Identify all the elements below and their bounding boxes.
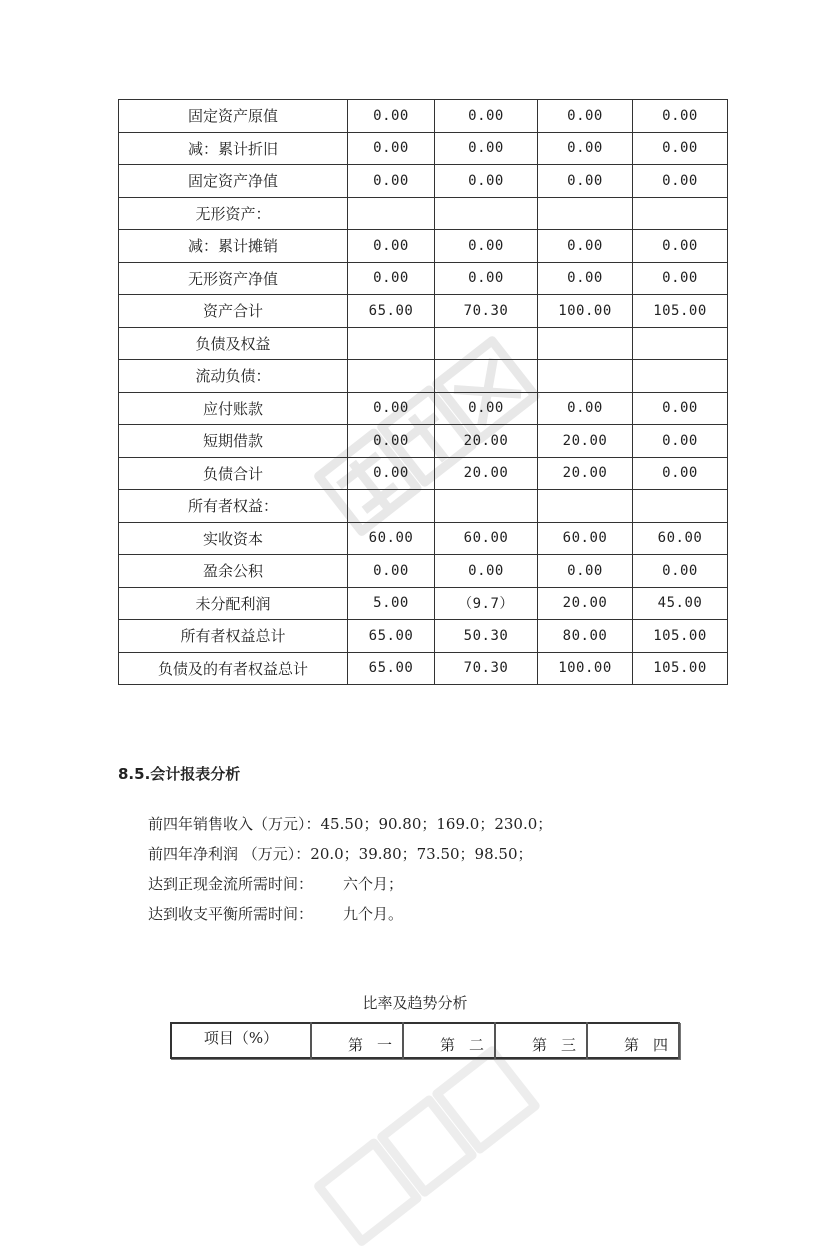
ratio-header-year1: 第 一 xyxy=(311,1023,403,1058)
year3-value: 0.00 xyxy=(538,392,633,425)
year3-value: 0.00 xyxy=(538,132,633,165)
year2-value: 0.00 xyxy=(435,555,538,588)
year3-value: 100.00 xyxy=(538,652,633,685)
balance-sheet-table xyxy=(118,99,728,685)
row-label: 所有者权益总计 xyxy=(119,620,348,653)
breakeven-label: 达到收支平衡所需时间： xyxy=(148,905,314,923)
balance-sheet-row xyxy=(119,327,728,360)
year3-value: 100.00 xyxy=(538,295,633,328)
balance-sheet-row xyxy=(119,555,728,588)
balance-sheet-row xyxy=(119,652,728,685)
balance-sheet-row xyxy=(119,392,728,425)
year4-value xyxy=(633,197,728,230)
watermark-bottom xyxy=(300,1040,560,1260)
revenue-line: 前四年销售收入（万元）：45.50；90.80；169.0；230.0； xyxy=(148,815,553,833)
year1-value: 0.00 xyxy=(348,100,435,133)
year1-value xyxy=(348,490,435,523)
row-label: 减：累计摊销 xyxy=(119,230,348,263)
year2-value xyxy=(435,327,538,360)
year1-value: 0.00 xyxy=(348,392,435,425)
year1-value: 0.00 xyxy=(348,262,435,295)
year2-value: 0.00 xyxy=(435,100,538,133)
row-label: 固定资产原值 xyxy=(119,100,348,133)
year3-value: 80.00 xyxy=(538,620,633,653)
year3-value xyxy=(538,360,633,393)
balance-sheet-row xyxy=(119,230,728,263)
year3-value: 20.00 xyxy=(538,425,633,458)
row-label: 负债及权益 xyxy=(119,327,348,360)
year2-value: 0.00 xyxy=(435,262,538,295)
year2-value: 70.30 xyxy=(435,295,538,328)
year1-value: 0.00 xyxy=(348,555,435,588)
year4-value: 0.00 xyxy=(633,457,728,490)
balance-sheet-body xyxy=(119,100,728,685)
balance-sheet-row xyxy=(119,587,728,620)
balance-sheet-row xyxy=(119,522,728,555)
year1-value xyxy=(348,360,435,393)
year2-value: 0.00 xyxy=(435,165,538,198)
year2-value: 0.00 xyxy=(435,132,538,165)
row-label: 流动负债： xyxy=(119,360,348,393)
year2-value: 20.00 xyxy=(435,425,538,458)
balance-sheet-row xyxy=(119,360,728,393)
year4-value xyxy=(633,327,728,360)
balance-sheet-row xyxy=(119,262,728,295)
year1-value: 0.00 xyxy=(348,165,435,198)
year1-value: 65.00 xyxy=(348,295,435,328)
row-label: 资产合计 xyxy=(119,295,348,328)
year1-value: 65.00 xyxy=(348,620,435,653)
year3-value xyxy=(538,490,633,523)
cashflow-line xyxy=(148,873,403,894)
row-label: 应付账款 xyxy=(119,392,348,425)
balance-sheet-row xyxy=(119,165,728,198)
balance-sheet-row xyxy=(119,197,728,230)
year2-value xyxy=(435,360,538,393)
row-label: 无形资产： xyxy=(119,197,348,230)
year3-value xyxy=(538,197,633,230)
year3-value: 0.00 xyxy=(538,100,633,133)
ratio-header-item: 项目（%） xyxy=(171,1023,311,1058)
year1-value: 65.00 xyxy=(348,652,435,685)
ratio-header-year2: 第 二 xyxy=(403,1023,495,1058)
year4-value: 60.00 xyxy=(633,522,728,555)
year3-value: 0.00 xyxy=(538,230,633,263)
row-label: 所有者权益： xyxy=(119,490,348,523)
balance-sheet-row xyxy=(119,620,728,653)
year4-value xyxy=(633,360,728,393)
year2-value: 0.00 xyxy=(435,392,538,425)
year1-value: 5.00 xyxy=(348,587,435,620)
section-title: 8.5.会计报表分析 xyxy=(118,765,241,783)
year1-value: 0.00 xyxy=(348,457,435,490)
year4-value xyxy=(633,490,728,523)
year3-value: 0.00 xyxy=(538,555,633,588)
row-label: 负债及的有者权益总计 xyxy=(119,652,348,685)
year4-value: 0.00 xyxy=(633,100,728,133)
year2-value: 20.00 xyxy=(435,457,538,490)
breakeven-value: 九个月。 xyxy=(343,905,404,923)
year4-value: 0.00 xyxy=(633,392,728,425)
year2-value: 70.30 xyxy=(435,652,538,685)
year3-value: 20.00 xyxy=(538,457,633,490)
year3-value: 60.00 xyxy=(538,522,633,555)
year1-value xyxy=(348,197,435,230)
year4-value: 0.00 xyxy=(633,132,728,165)
year2-value: 60.00 xyxy=(435,522,538,555)
year1-value: 0.00 xyxy=(348,425,435,458)
breakeven-line xyxy=(148,903,403,924)
year1-value xyxy=(348,327,435,360)
year1-value: 0.00 xyxy=(348,132,435,165)
year4-value: 0.00 xyxy=(633,262,728,295)
ratio-table xyxy=(170,1022,680,1059)
row-label: 未分配利润 xyxy=(119,587,348,620)
year3-value: 20.00 xyxy=(538,587,633,620)
year4-value: 0.00 xyxy=(633,555,728,588)
row-label: 减：累计折旧 xyxy=(119,132,348,165)
row-label: 盈余公积 xyxy=(119,555,348,588)
year2-value: 0.00 xyxy=(435,230,538,263)
year1-value: 0.00 xyxy=(348,230,435,263)
row-label: 短期借款 xyxy=(119,425,348,458)
ratio-header-year3: 第 三 xyxy=(495,1023,587,1058)
cashflow-value: 六个月； xyxy=(343,875,404,893)
year4-value: 45.00 xyxy=(633,587,728,620)
balance-sheet-row xyxy=(119,425,728,458)
year2-value: 50.30 xyxy=(435,620,538,653)
year2-value xyxy=(435,490,538,523)
balance-sheet-row xyxy=(119,132,728,165)
year2-value: （9.7） xyxy=(435,587,538,620)
year3-value xyxy=(538,327,633,360)
year4-value: 105.00 xyxy=(633,295,728,328)
cashflow-label: 达到正现金流所需时间： xyxy=(148,875,314,893)
year4-value: 0.00 xyxy=(633,165,728,198)
net-profit-line: 前四年净利润 （万元）：20.0；39.80；73.50；98.50； xyxy=(148,845,533,863)
row-label: 负债合计 xyxy=(119,457,348,490)
row-label: 固定资产净值 xyxy=(119,165,348,198)
ratio-table-caption: 比率及趋势分析 xyxy=(362,994,468,1012)
year2-value xyxy=(435,197,538,230)
balance-sheet-row xyxy=(119,457,728,490)
year3-value: 0.00 xyxy=(538,262,633,295)
balance-sheet-row xyxy=(119,295,728,328)
ratio-header-year4: 第 四 xyxy=(587,1023,679,1058)
ratio-header-row xyxy=(171,1023,679,1058)
year3-value: 0.00 xyxy=(538,165,633,198)
row-label: 无形资产净值 xyxy=(119,262,348,295)
year4-value: 105.00 xyxy=(633,652,728,685)
year4-value: 0.00 xyxy=(633,230,728,263)
year1-value: 60.00 xyxy=(348,522,435,555)
row-label: 实收资本 xyxy=(119,522,348,555)
balance-sheet-row xyxy=(119,490,728,523)
year4-value: 0.00 xyxy=(633,425,728,458)
year4-value: 105.00 xyxy=(633,620,728,653)
balance-sheet-row xyxy=(119,100,728,133)
